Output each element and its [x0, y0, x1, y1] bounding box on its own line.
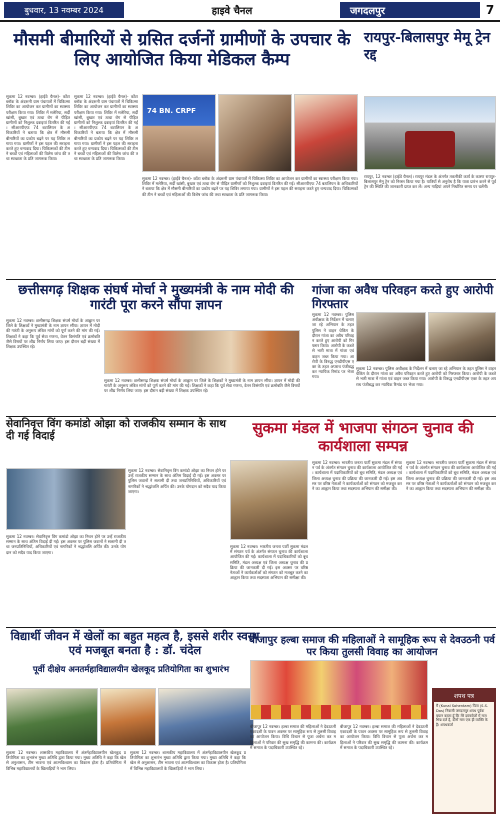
crpf-banner-text: 74 BN. CRPF	[147, 107, 196, 115]
tulsi-vivah-headline: बीजापुर हल्बा समाज की महिलाओं ने सामूहिक रूप से देवउठनी पर्व पर किया तुलसी विवाह का आयोजन	[249, 635, 495, 658]
ganja-article-text-2: सुकमा 12 नवम्बर। पुलिस अधीक्षक के निर्देशन में चलाए जा रहे अभियान के तहत पुलिस ने वाहन चेकिंग के दौरान गांजा का अवैध परिवहन करते हुए आरोपी को गिरफ्तार किया। आरोपी के कब्जे से भारी मात्रा में गांजा एवं वाहन जब्त किया गया। आरोपी के विरुद्ध एनडीपीएस एक्ट के तहत अपराध पंजीबद्ध कर न्यायिक रिमांड पर भेजा गया।	[356, 366, 496, 387]
affidavit-ad	[432, 688, 496, 814]
teacher-group-photo	[104, 330, 300, 374]
sukma-article-text-3: सुकमा 12 नवम्बर। भारतीय जनता पार्टी सुकमा मंडल में संगठन पर्व के अंतर्गत संगठन चुनाव की कार्यशाला आयोजित की गई। कार्यशाला में पदाधिकारियों को बूथ समिति, मंडल अध्यक्ष एवं जिला अध्यक्ष चुनाव की प्रक्रिया की जानकारी दी गई। इस अवसर पर वरिष्ठ नेताओं ने कार्यकर्ताओं को संगठन को मजबूत करने का आह्वान किया तथा सदस्यता अभियान की समीक्षा की।	[230, 544, 308, 581]
wing-article-text-1: सुकमा 12 नवम्बर। सेवानिवृत्त विंग कमांडो ओझा का निधन होने पर उन्हें राजकीय सम्मान के साथ अंतिम विदाई दी गई। इस अवसर पर पुलिस जवानों ने सलामी दी तथा जनप्रतिनिधियों, अधिकारियों एवं नागरिकों ने श्रद्धांजलि अर्पित की। उनके योगदान को सदैव याद किया जाएगा।	[128, 468, 226, 494]
crpf-camp-photo	[142, 94, 216, 172]
ganja-seizure-photo	[356, 312, 426, 362]
main-article-text-3: सुकमा 12 नवम्बर। (हाईवे चैनल)- कोंटा ब्लॉक के अंदरूनी ग्राम पंचायतों में चिकित्सा शिविर का आयोजन कर ग्रामीणों का स्वास्थ्य परीक्षण किया गया। शिविर में मलेरिया, सर्दी खांसी, बुखार एवं त्वचा रोग से पीड़ित ग्रामीणों को निशुल्क दवाइयां वितरित की गई। सीआरपीएफ 74 बटालियन के अधिकारियों ने बताया कि क्षेत्र में मौसमी बीमारियों का प्रकोप बढ़ने पर यह शिविर लगाया गया। ग्रामीणों ने इस पहल की सराहना करते हुए धन्यवाद दिया। चिकित्सकों की टीम ने बच्चों एवं महिलाओं की विशेष जांच की तथा स्वच्छता के प्रति जागरूक किया।	[142, 176, 358, 197]
teacher-article-text: सुकमा 12 नवम्बर। छत्तीसगढ़ शिक्षक संघर्ष मोर्चा के आह्वान पर जिले के शिक्षकों ने मुख्यमंत्री के नाम ज्ञापन सौंपा। ज्ञापन में मोदी की गारंटी के अनुरूप लंबित मांगों को पूर्ण करने की मांग की गई। शिक्षकों ने कहा कि पूर्व सेवा गणना, वेतन विसंगति एवं क्रमोन्नति जैसे विषयों पर शीघ्र निर्णय लिया जाए। इस दौरान बड़ी संख्या में शिक्षक उपस्थित रहे।	[6, 318, 100, 350]
ganja-headline: गांजा का अवैध परिवहन करते हुए आरोपी गिरफ्तार	[312, 283, 494, 312]
women-group-photo	[250, 660, 428, 720]
wing-headline: सेवानिवृत्त विंग कमांडो ओझा को राजकीय सम्मान के साथ दी गई विदाई	[6, 418, 226, 443]
affidavit-text: मैं (Kunal Sohentam) पिता (S.S. Das) निवासी जगदलपुर शपथ पूर्वक बयान करता हूँ कि मेरे दस्तावेजों में नाम भिन्न दर्ज है, दोनों नाम एक ही व्यक्ति के हैं। शपथकर्ता	[436, 704, 489, 728]
main-article-text-2: सुकमा 12 नवम्बर। (हाईवे चैनल)- कोंटा ब्लॉक के अंदरूनी ग्राम पंचायतों में चिकित्सा शिविर का आयोजन कर ग्रामीणों का स्वास्थ्य परीक्षण किया गया। शिविर में मलेरिया, सर्दी खांसी, बुखार एवं त्वचा रोग से पीड़ित ग्रामीणों को निशुल्क दवाइयां वितरित की गई। सीआरपीएफ 74 बटालियन के अधिकारियों ने बताया कि क्षेत्र में मौसमी बीमारियों का प्रकोप बढ़ने पर यह शिविर लगाया गया। ग्रामीणों ने इस पहल की सराहना करते हुए धन्यवाद दिया। चिकित्सकों की टीम ने बच्चों एवं महिलाओं की विशेष जांच की तथा स्वच्छता के प्रति जागरूक किया।	[74, 94, 138, 162]
paper-name: हाइवे चैनल	[211, 6, 253, 17]
train-article-text: रायपुर, 12 नवम्बर (हाईवे चैनल)। रायपुर मंडल के अंतर्गत तकनीकी कार्य के कारण रायपुर-बिलासपुर मेमू ट्रेन को निरस्त किया गया है। यात्रियों से अनुरोध है कि यात्रा प्रारंभ करने से पूर्व ट्रेन की स्थिति की जानकारी प्राप्त कर लें। अन्य गाड़ियां अपने निर्धारित समय पर चलेंगी।	[364, 174, 496, 190]
farewell-photo	[6, 468, 126, 530]
clinic-photo	[218, 94, 292, 172]
train-photo	[364, 96, 496, 170]
sukma-article-text-1: सुकमा 12 नवम्बर। भारतीय जनता पार्टी सुकमा मंडल में संगठन पर्व के अंतर्गत संगठन चुनाव की कार्यशाला आयोजित की गई। कार्यशाला में पदाधिकारियों को बूथ समिति, मंडल अध्यक्ष एवं जिला अध्यक्ष चुनाव की प्रक्रिया की जानकारी दी गई। इस अवसर पर वरिष्ठ नेताओं ने कार्यकर्ताओं को संगठन को मजबूत करने का आह्वान किया तथा सदस्यता अभियान की समीक्षा की।	[312, 460, 402, 492]
sukma-headline: सुकमा मंडल में भाजपा संगठन चुनाव की कार्यशाला सम्पन्न	[252, 419, 474, 455]
tulsi-article-text-1: बीजापुर 12 नवम्बर। हल्बा समाज की महिलाओं ने देवउठनी एकादशी के पावन अवसर पर सामूहिक रूप से तुलसी विवाह का आयोजन किया। विधि विधान से पूजा अर्चना कर महिलाओं ने परिवार की सुख समृद्धि की कामना की। कार्यक्रम में समाज के पदाधिकारी उपस्थित रहे।	[250, 724, 336, 750]
bjp-workshop-photo	[230, 460, 308, 540]
edition-city: जगदलपुर	[340, 2, 480, 18]
teacher-caption: सुकमा 12 नवम्बर। छत्तीसगढ़ शिक्षक संघर्ष मोर्चा के आह्वान पर जिले के शिक्षकों ने मुख्यमंत्री के नाम ज्ञापन सौंपा। ज्ञापन में मोदी की गारंटी के अनुरूप लंबित मांगों को पूर्ण करने की मांग की गई। शिक्षकों ने कहा कि पूर्व सेवा गणना, वेतन विसंगति एवं क्रमोन्नति जैसे विषयों पर शीघ्र निर्णय लिया जाए। इस दौरान बड़ी संख्या में शिक्षक उपस्थित रहे।	[104, 378, 300, 394]
main-article-text-1: सुकमा 12 नवम्बर। (हाईवे चैनल)- कोंटा ब्लॉक के अंदरूनी ग्राम पंचायतों में चिकित्सा शिविर का आयोजन कर ग्रामीणों का स्वास्थ्य परीक्षण किया गया। शिविर में मलेरिया, सर्दी खांसी, बुखार एवं त्वचा रोग से पीड़ित ग्रामीणों को निशुल्क दवाइयां वितरित की गई। सीआरपीएफ 74 बटालियन के अधिकारियों ने बताया कि क्षेत्र में मौसमी बीमारियों का प्रकोप बढ़ने पर यह शिविर लगाया गया। ग्रामीणों ने इस पहल की सराहना करते हुए धन्यवाद दिया। चिकित्सकों की टीम ने बच्चों एवं महिलाओं की विशेष जांच की तथा स्वच्छता के प्रति जागरूक किया।	[6, 94, 70, 162]
sports-headline: विद्यार्थी जीवन में खेलों का बहुत महत्व है, इससे शरीर स्वस्थ एवं मजबूत बनता है : डॉ. चंदेल	[10, 629, 260, 657]
wing-article-text-2: सुकमा 12 नवम्बर। सेवानिवृत्त विंग कमांडो ओझा का निधन होने पर उन्हें राजकीय सम्मान के साथ अंतिम विदाई दी गई। इस अवसर पर पुलिस जवानों ने सलामी दी तथा जनप्रतिनिधियों, अधिकारियों एवं नागरिकों ने श्रद्धांजलि अर्पित की। उनके योगदान को सदैव याद किया जाएगा।	[6, 534, 126, 555]
ganja-article-text-1: सुकमा 12 नवम्बर। पुलिस अधीक्षक के निर्देशन में चलाए जा रहे अभियान के तहत पुलिस ने वाहन चेकिंग के दौरान गांजा का अवैध परिवहन करते हुए आरोपी को गिरफ्तार किया। आरोपी के कब्जे से भारी मात्रा में गांजा एवं वाहन जब्त किया गया। आरोपी के विरुद्ध एनडीपीएस एक्ट के तहत अपराध पंजीबद्ध कर न्यायिक रिमांड पर भेजा गया।	[312, 312, 354, 380]
sukma-article-text-2: सुकमा 12 नवम्बर। भारतीय जनता पार्टी सुकमा मंडल में संगठन पर्व के अंतर्गत संगठन चुनाव की कार्यशाला आयोजित की गई। कार्यशाला में पदाधिकारियों को बूथ समिति, मंडल अध्यक्ष एवं जिला अध्यक्ष चुनाव की प्रक्रिया की जानकारी दी गई। इस अवसर पर वरिष्ठ नेताओं ने कार्यकर्ताओं को संगठन को मजबूत करने का आह्वान किया तथा सदस्यता अभियान की समीक्षा की।	[406, 460, 496, 492]
sports-subheadline: पूर्वी दीक्षेय अनतर्महाविद्यालयीन खेलकूद प्रतियोगिता का शुभारंभ	[32, 665, 230, 675]
main-headline: मौसमी बीमारियों से ग्रसित दर्जनों ग्रामीणों के उपचार के लिए आयोजित किया मेडिकल कैम्प	[13, 30, 351, 71]
medicine-photo	[294, 94, 358, 172]
accused-photo	[428, 312, 496, 362]
teacher-headline: छत्तीसगढ़ शिक्षक संघर्ष मोर्चा ने मुख्यमंत्री के नाम मोदी की गारंटी पूरा करने सौंपा ज्ञापन	[18, 283, 294, 314]
sports-article-text-2: सुकमा 12 नवम्बर। शासकीय महाविद्यालय में अंतर्महाविद्यालयीन खेलकूद प्रतियोगिता का शुभारंभ मुख्य अतिथि द्वारा किया गया। मुख्य अतिथि ने कहा कि खेल से अनुशासन, टीम भावना एवं आत्मविश्वास का विकास होता है। प्रतियोगिता में विभिन्न महाविद्यालयों के खिलाड़ियों ने भाग लिया।	[130, 750, 246, 771]
masthead-bar	[0, 0, 500, 22]
affidavit-title: शपथ पत्र	[434, 690, 494, 702]
tulsi-article-text-2: बीजापुर 12 नवम्बर। हल्बा समाज की महिलाओं ने देवउठनी एकादशी के पावन अवसर पर सामूहिक रूप से तुलसी विवाह का आयोजन किया। विधि विधान से पूजा अर्चना कर महिलाओं ने परिवार की सुख समृद्धि की कामना की। कार्यक्रम में समाज के पदाधिकारी उपस्थित रहे।	[340, 724, 428, 750]
page-number: 7	[485, 3, 495, 17]
sports-photo-1	[6, 688, 98, 746]
issue-date: बुधवार, 13 नवम्बर 2024	[4, 2, 124, 18]
sports-photo-3	[158, 688, 254, 746]
train-headline: रायपुर-बिलासपुर मेमू ट्रेन रद्द	[364, 30, 491, 63]
sports-article-text-1: सुकमा 12 नवम्बर। शासकीय महाविद्यालय में अंतर्महाविद्यालयीन खेलकूद प्रतियोगिता का शुभारंभ मुख्य अतिथि द्वारा किया गया। मुख्य अतिथि ने कहा कि खेल से अनुशासन, टीम भावना एवं आत्मविश्वास का विकास होता है। प्रतियोगिता में विभिन्न महाविद्यालयों के खिलाड़ियों ने भाग लिया।	[6, 750, 126, 771]
sports-photo-2	[100, 688, 156, 746]
